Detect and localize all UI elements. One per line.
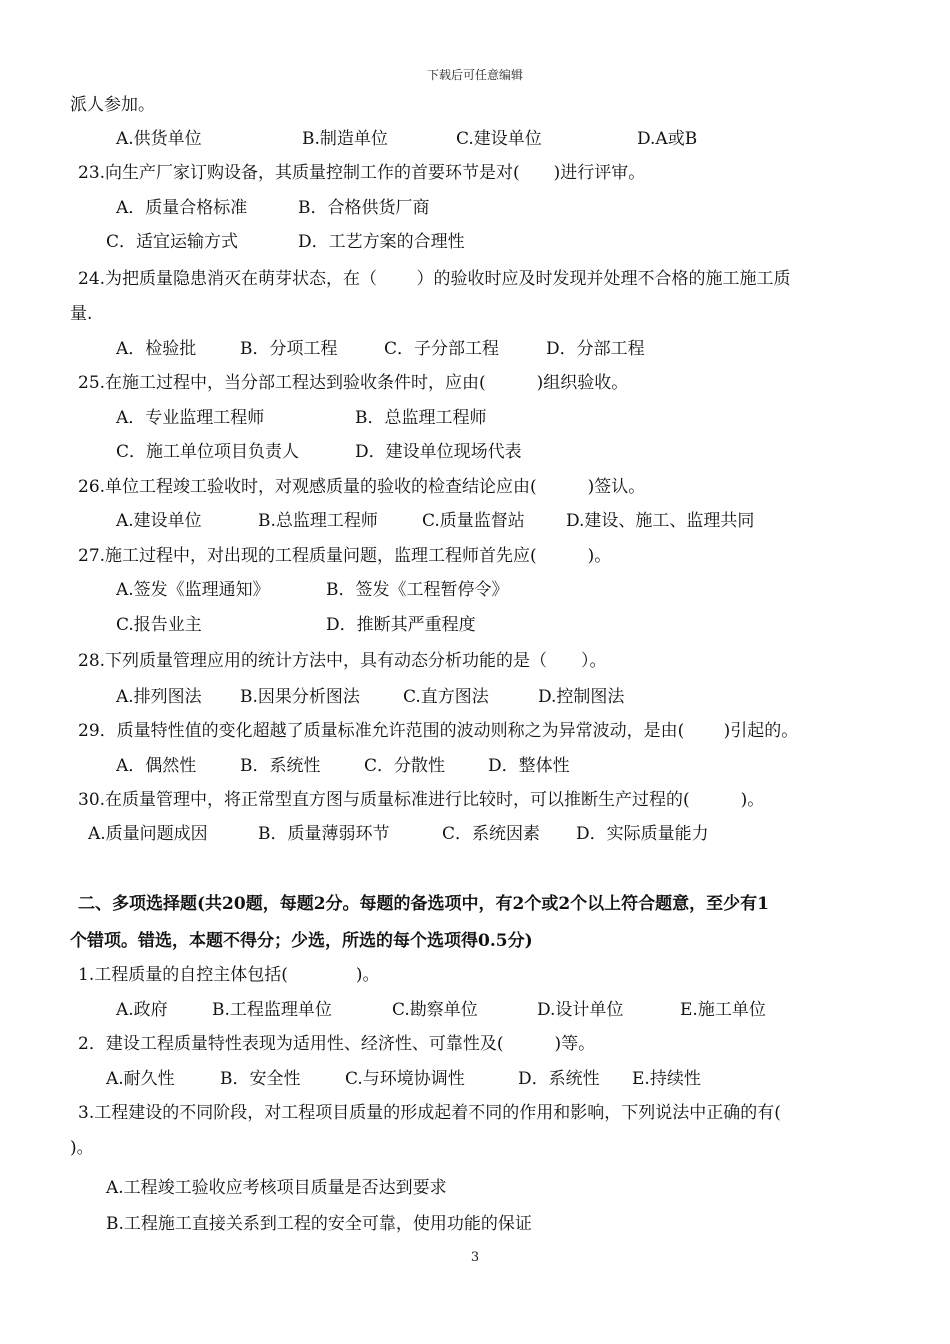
q23-option-c: C．适宜运输方式 bbox=[106, 232, 239, 252]
q28-option-d: D.控制图法 bbox=[538, 687, 625, 707]
m1-option-a: A.政府 bbox=[116, 1000, 168, 1020]
m3-option-a: A.工程竣工验收应考核项目质量是否达到要求 bbox=[106, 1178, 447, 1198]
q25-option-b: B．总监理工程师 bbox=[355, 408, 487, 428]
q30-option-a: A.质量问题成因 bbox=[88, 824, 208, 844]
q24-stem-line1: 24.为把质量隐患消灭在萌芽状态，在（ ）的验收时应及时发现并处理不合格的施工施工质 bbox=[78, 269, 791, 289]
q23-option-b: B．合格供货厂商 bbox=[298, 198, 430, 218]
m3-stem-line1: 3.工程建设的不同阶段，对工程项目质量的形成起着不同的作用和影响，下列说法中正确的有( bbox=[78, 1103, 781, 1123]
q23-option-d: D．工艺方案的合理性 bbox=[298, 232, 465, 252]
page-number: 3 bbox=[470, 1250, 480, 1265]
section-title-line2: 个错项。错选，本题不得分；少选，所选的每个选项得0.5分) bbox=[70, 931, 533, 951]
q22-option-a: A.供货单位 bbox=[116, 129, 202, 149]
m1-option-d: D.设计单位 bbox=[537, 1000, 624, 1020]
m1-stem: 1.工程质量的自控主体包括( )。 bbox=[78, 965, 380, 985]
m2-option-e: E.持续性 bbox=[632, 1069, 701, 1089]
q29-option-d: D．整体性 bbox=[488, 756, 570, 776]
q29-option-a: A．偶然性 bbox=[116, 756, 197, 776]
q22-option-b: B.制造单位 bbox=[302, 129, 388, 149]
q23-stem: 23.向生产厂家订购设备，其质量控制工作的首要环节是对( )进行评审。 bbox=[78, 163, 646, 183]
q30-option-b: B．质量薄弱环节 bbox=[258, 824, 390, 844]
q22-stem-continuation: 派人参加。 bbox=[70, 95, 155, 115]
q28-stem: 28.下列质量管理应用的统计方法中，具有动态分析功能的是（ ）。 bbox=[78, 651, 607, 671]
q24-option-b: B．分项工程 bbox=[240, 339, 338, 359]
q30-option-d: D．实际质量能力 bbox=[576, 824, 709, 844]
q28-option-a: A.排列图法 bbox=[116, 687, 202, 707]
q26-option-a: A.建设单位 bbox=[116, 511, 202, 531]
m2-option-c: C.与环境协调性 bbox=[345, 1069, 465, 1089]
q30-option-c: C．系统因素 bbox=[442, 824, 541, 844]
q28-option-b: B.因果分析图法 bbox=[240, 687, 360, 707]
q27-option-c: C.报告业主 bbox=[116, 615, 202, 635]
section-title-line1: 二、多项选择题(共20题，每题2分。每题的备选项中，有2个或2个以上符合题意，至少有1 bbox=[78, 894, 770, 914]
m1-option-c: C.勘察单位 bbox=[392, 1000, 478, 1020]
m2-stem: 2．建设工程质量特性表现为适用性、经济性、可靠性及( )等。 bbox=[78, 1034, 596, 1054]
q22-option-c: C.建设单位 bbox=[456, 129, 542, 149]
q27-option-d: D．推断其严重程度 bbox=[326, 615, 476, 635]
q27-stem: 27.施工过程中，对出现的工程质量问题，监理工程师首先应( )。 bbox=[78, 546, 612, 566]
m3-option-b: B.工程施工直接关系到工程的安全可靠，使用功能的保证 bbox=[106, 1214, 532, 1234]
q29-stem: 29．质量特性值的变化超越了质量标准允许范围的波动则称之为异常波动，是由( )引起的。 bbox=[78, 721, 799, 741]
q24-stem-line2: 量. bbox=[70, 304, 93, 324]
q25-option-d: D．建设单位现场代表 bbox=[355, 442, 522, 462]
q23-option-a: A．质量合格标准 bbox=[116, 198, 248, 218]
q26-option-c: C.质量监督站 bbox=[422, 511, 525, 531]
q25-stem: 25.在施工过程中，当分部工程达到验收条件时，应由( )组织验收。 bbox=[78, 373, 629, 393]
q26-option-d: D.建设、施工、监理共同 bbox=[566, 511, 755, 531]
q29-option-c: C．分散性 bbox=[364, 756, 446, 776]
q26-option-b: B.总监理工程师 bbox=[258, 511, 378, 531]
page-header: 下载后可任意编辑 bbox=[426, 68, 523, 82]
q25-option-c: C．施工单位项目负责人 bbox=[116, 442, 300, 462]
q29-option-b: B．系统性 bbox=[240, 756, 321, 776]
m1-option-b: B.工程监理单位 bbox=[212, 1000, 332, 1020]
q27-option-a: A.签发《监理通知》 bbox=[116, 580, 270, 600]
q25-option-a: A．专业监理工程师 bbox=[116, 408, 265, 428]
m2-option-d: D．系统性 bbox=[518, 1069, 600, 1089]
q27-option-b: B．签发《工程暂停令》 bbox=[326, 580, 509, 600]
m3-stem-line2: )。 bbox=[70, 1138, 94, 1158]
m1-option-e: E.施工单位 bbox=[680, 1000, 766, 1020]
q24-option-d: D．分部工程 bbox=[546, 339, 645, 359]
q24-option-c: C．子分部工程 bbox=[384, 339, 500, 359]
m2-option-b: B．安全性 bbox=[220, 1069, 301, 1089]
q26-stem: 26.单位工程竣工验收时，对观感质量的验收的检查结论应由( )签认。 bbox=[78, 477, 646, 497]
q24-option-a: A．检验批 bbox=[116, 339, 197, 359]
q22-option-d: D.A或B bbox=[637, 129, 698, 149]
m2-option-a: A.耐久性 bbox=[106, 1069, 175, 1089]
q30-stem: 30.在质量管理中，将正常型直方图与质量标准进行比较时，可以推断生产过程的( )。 bbox=[78, 790, 765, 810]
q28-option-c: C.直方图法 bbox=[403, 687, 489, 707]
